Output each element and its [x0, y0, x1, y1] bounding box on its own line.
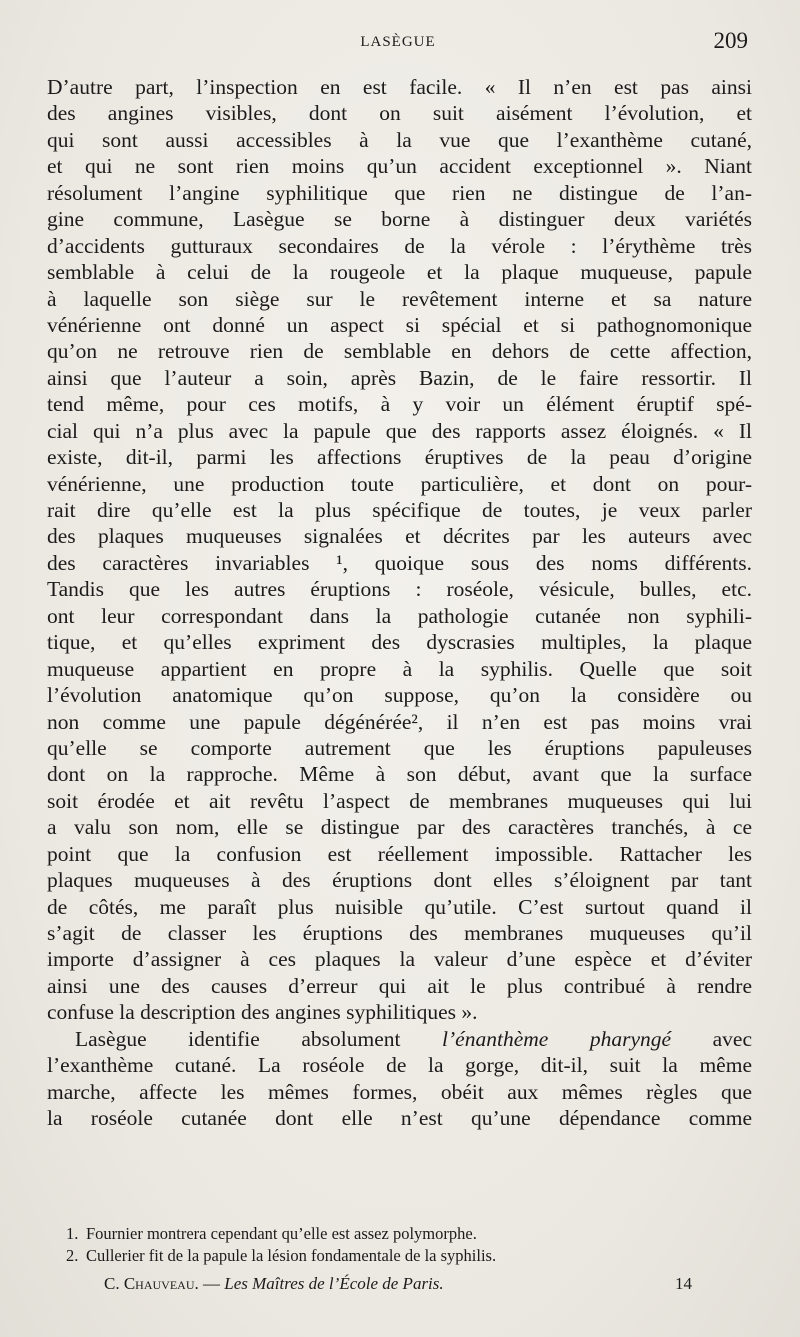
text-line: tique, et qu’elles expriment des dyscrasies multiples, la plaque	[47, 630, 752, 655]
signature-dash: —	[198, 1274, 225, 1293]
printer-signature	[104, 1272, 700, 1296]
footnote-number: 2.	[66, 1246, 79, 1265]
text-line: des caractères invariables ¹, quoique sous des noms différents.	[47, 550, 752, 575]
text-line: dont on la rapproche. Même à son début, avant que la surface	[47, 762, 752, 787]
text-line: importe d’assigner à ces plaques la valeur d’une espèce et d’éviter	[47, 947, 752, 972]
text-line: la roséole cutanée dont elle n’est qu’une dépendance comme	[47, 1106, 752, 1131]
signature-number: 14	[675, 1274, 692, 1293]
text-line: vénérienne, une production toute particulière, et dont on pour-	[47, 471, 752, 496]
text-line: des plaques muqueuses signalées et décrites par les auteurs avec	[47, 524, 752, 549]
text-line: rait dire qu’elle est la plus spécifique de toutes, je veux parler	[47, 498, 752, 522]
text-line: D’autre part, l’inspection en est facile. « Il n’en est pas ainsi	[47, 75, 752, 99]
text-line: ainsi que l’auteur a soin, après Bazin, de le faire ressortir. Il	[47, 365, 752, 390]
text-line: vénérienne ont donné un aspect si spécial et si pathognomonique	[47, 312, 752, 337]
text-line: résolument l’angine syphilitique que rien ne distingue de l’an-	[47, 180, 752, 205]
text-line: marche, affecte les mêmes formes, obéit aux mêmes règles que	[47, 1079, 752, 1104]
text-line: tend même, pour ces motifs, à y voir un élément éruptif spé-	[47, 392, 752, 417]
italic-term: l’énanthème pharyngé	[442, 1026, 672, 1051]
text-line: qui sont aussi accessibles à la vue que l’exanthème cutané,	[47, 127, 752, 152]
text-line: non comme une papule dégénérée², il n’en est pas moins vrai	[47, 709, 752, 734]
text-line: l’évolution anatomique qu’on suppose, qu’on la considère ou	[47, 683, 752, 708]
text-line: existe, dit-il, parmi les affections éruptives de la peau d’origine	[47, 445, 752, 470]
text-line: de côtés, me paraît plus nuisible qu’utile. C’est surtout quand il	[47, 894, 752, 919]
text-line: semblable à celui de la rougeole et la plaque muqueuse, papule	[47, 260, 752, 285]
footnotes	[66, 1223, 706, 1267]
footnote-number: 1.	[66, 1224, 79, 1243]
signature-title: Les Maîtres de l’École de Paris.	[224, 1274, 444, 1293]
text-line: confuse la description des angines syphilitiques ».	[47, 1000, 478, 1025]
text-line: gine commune, Lasègue se borne à distinguer deux variétés	[47, 207, 752, 232]
text-line: Tandis que les autres éruptions : roséole, vésicule, bulles, etc.	[47, 577, 752, 602]
text-line: qu’on ne retrouve rien de semblable en dehors de cette affection,	[47, 339, 752, 364]
text-line: plaques muqueuses à des éruptions dont elles s’éloignent par tant	[47, 868, 752, 893]
text-line: d’accidents gutturaux secondaires de la vérole : l’érythème très	[47, 233, 752, 258]
paragraph-2-first-line	[47, 1026, 752, 1052]
text-line: muqueuse appartient en propre à la syphilis. Quelle que soit	[47, 656, 752, 681]
running-head: LASÈGUE	[360, 34, 436, 50]
text-line: ont leur correspondant dans la pathologie cutanée non syphili-	[47, 603, 752, 628]
text-line: ainsi une des causes d’erreur qui ait le plus contribué à rendre	[47, 973, 752, 998]
text-line: à laquelle son siège sur le revêtement interne et sa nature	[47, 286, 752, 311]
text-line: a valu son nom, elle se distingue par des caractères tranchés, à ce	[47, 815, 752, 840]
footnote-text: Cullerier fit de la papule la lésion fondamentale de la syphilis.	[86, 1246, 497, 1265]
text-span: Lasègue identifie absolument	[75, 1026, 443, 1051]
text-line: point que la confusion est réellement impossible. Rattacher les	[47, 841, 752, 866]
text-line: soit érodée et ait revêtu l’aspect de membranes muqueuses qui lui	[47, 788, 752, 813]
page-number: 209	[713, 28, 748, 53]
text-line: l’exanthème cutané. La roséole de la gorge, dit-il, suit la même	[47, 1053, 752, 1078]
text-line: qu’elle se comporte autrement que les éruptions papuleuses	[47, 735, 752, 760]
footnote	[66, 1245, 706, 1267]
page-header	[48, 30, 748, 56]
body-text	[47, 74, 752, 1132]
text-span: avec	[671, 1026, 752, 1051]
text-line: s’agit de classer les éruptions des membranes muqueuses qu’il	[47, 921, 752, 945]
text-line: cial qui n’a plus avec la papule que des rapports assez éloignés. « Il	[47, 418, 752, 443]
text-line: des angines visibles, dont on suit aisément l’évolution, et	[47, 101, 752, 126]
signature-author: C. Chauveau.	[104, 1274, 199, 1293]
footnote	[66, 1223, 706, 1245]
text-line: et qui ne sont rien moins qu’un accident exceptionnel ». Niant	[47, 154, 752, 179]
footnote-text: Fournier montrera cependant qu’elle est assez polymorphe.	[86, 1224, 477, 1243]
